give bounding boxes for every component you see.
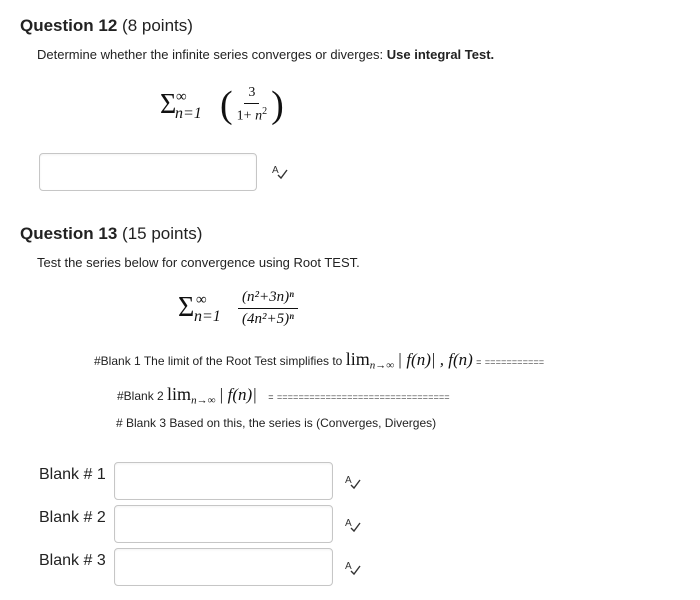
left-paren: ( xyxy=(220,84,233,126)
spellcheck-icon[interactable] xyxy=(344,559,362,582)
question-12-number: Question 12 xyxy=(20,16,118,35)
blank-1-expression: | f(n)| , f(n) xyxy=(397,350,473,369)
series-upper-limit: ∞ xyxy=(176,89,187,105)
limit-subscript: n→∞ xyxy=(369,359,395,372)
svg-text:A: A xyxy=(345,518,352,529)
blank-3-label: Blank # 3 xyxy=(39,552,106,569)
blank-2-text: #Blank 2 xyxy=(117,389,164,403)
blank-1-input[interactable] xyxy=(114,462,333,500)
sigma-symbol: Σ xyxy=(160,89,177,120)
question-13-series xyxy=(178,288,298,328)
svg-text:A: A xyxy=(272,165,279,176)
series-lower-limit: n=1 xyxy=(175,105,202,122)
limit-symbol: lim xyxy=(345,349,370,369)
blank-1-instruction: #Blank 1 The limit of the Root Test simplifies to $\lim_{n\to\infty}$ | f(n)| , f(n) = =========== xyxy=(94,349,545,372)
series-lower-limit: n=1 xyxy=(194,308,221,325)
fraction-numerator: (n²+3n)ⁿ xyxy=(238,289,298,309)
fraction-numerator: 3 xyxy=(244,85,259,104)
question-13-title xyxy=(20,224,202,244)
blank-2-expression: | f(n)| xyxy=(218,385,257,404)
question-13-prompt: Test the series below for convergence using Root TEST. xyxy=(37,255,360,270)
question-12-points: (8 points) xyxy=(122,16,193,35)
blank-1-label: Blank # 1 xyxy=(39,466,106,483)
limit-symbol: lim xyxy=(167,384,192,404)
question-13-points: (15 points) xyxy=(122,224,203,243)
series-fraction xyxy=(233,85,271,125)
fraction-denominator: (4n²+5)ⁿ xyxy=(242,310,294,327)
limit-subscript: n→∞ xyxy=(191,394,216,407)
question-12-answer-input[interactable] xyxy=(39,153,257,191)
svg-text:A: A xyxy=(345,561,352,572)
series-fraction xyxy=(238,289,298,328)
blank-1-line: =========== xyxy=(484,358,545,368)
question-12-prompt-text: Determine whether the infinite series converges or diverges: xyxy=(37,47,384,62)
blank-1-text: #Blank 1 The limit of the Root Test simplifies to xyxy=(94,354,343,368)
right-paren: ) xyxy=(271,84,284,126)
sigma-symbol: Σ xyxy=(178,292,195,323)
question-13-number: Question 13 xyxy=(20,224,118,243)
fraction-denominator: $1+ n^2$ xyxy=(236,106,268,124)
blank-2-input[interactable] xyxy=(114,505,333,543)
blank-3-instruction: # Blank 3 Based on this, the series is (Converges, Diverges) xyxy=(116,416,437,430)
blank-3-input[interactable] xyxy=(114,548,333,586)
question-12-prompt-method: Use integral Test. xyxy=(386,47,495,62)
blank-2-label: Blank # 2 xyxy=(39,509,106,526)
spellcheck-icon[interactable] xyxy=(271,163,289,186)
question-12-series xyxy=(160,80,284,130)
question-12-title xyxy=(20,16,193,36)
blank-2-line: ================================ xyxy=(276,393,450,403)
spellcheck-icon[interactable] xyxy=(344,516,362,539)
spellcheck-icon[interactable] xyxy=(344,473,362,496)
blank-2-instruction: #Blank 2 $\lim_{n\to\infty}$ | f(n)| = ================================ xyxy=(117,384,450,407)
svg-text:A: A xyxy=(345,475,352,486)
series-upper-limit: ∞ xyxy=(196,292,207,308)
question-12-prompt xyxy=(37,47,494,62)
